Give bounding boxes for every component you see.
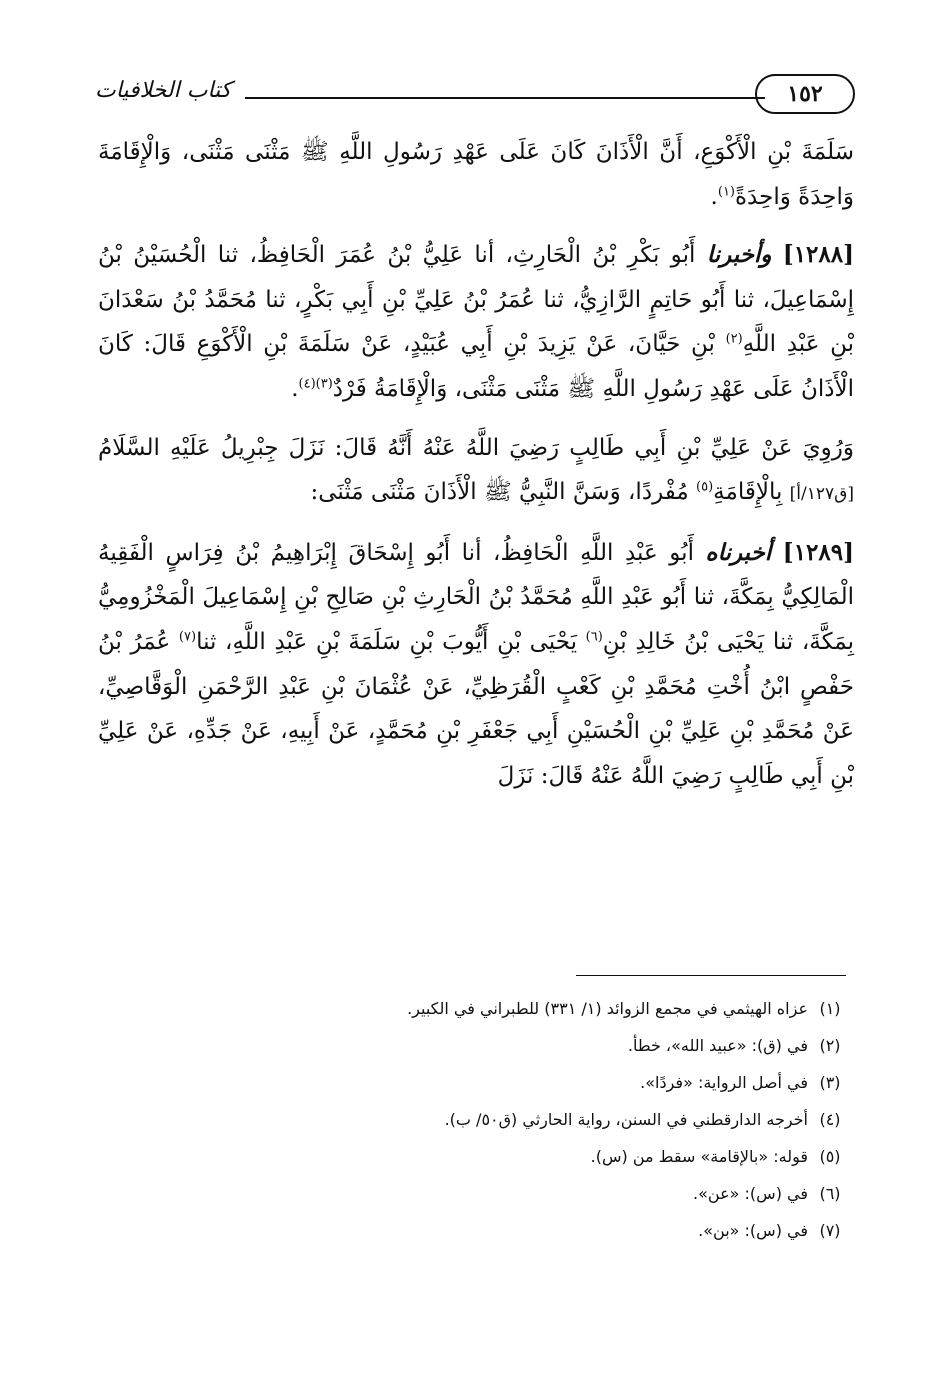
text-run: يَحْيَى بْنِ أَيُّوبَ بْنِ سَلَمَةَ بْنِ عَبْدِ اللَّهِ، ثنا (196, 628, 586, 655)
text-run: وَرُوِيَ عَنْ عَلِيِّ بْنِ أَبِي طَالِبٍ رَضِيَ اللَّهُ عَنْهُ أَنَّهُ قَالَ: نَزَلَ جِبْرِيلُ عَلَيْهِ السَّلَامُ (98, 434, 854, 461)
hadith-lead: وأخبرنا (706, 241, 772, 269)
footnote-text: قوله: «بالإقامة» سقط من (س). (590, 1147, 808, 1166)
footnote-text: في (س): «بن». (698, 1221, 808, 1240)
footnote-separator (576, 975, 846, 976)
footnote-text: في (س): «عن». (693, 1184, 808, 1203)
text-run: سَلَمَةَ بْنِ الْأَكْوَعِ، أَنَّ الْأَذَانَ كَانَ عَلَى عَهْدِ رَسُولِ اللَّهِ ﷺ مَثْنَى مَثْنَى، وَالْإِقَامَةَ وَاحِدَةً وَاحِدَةً (98, 139, 854, 210)
book-title: كتاب الخلافيات (95, 78, 232, 103)
text-run: أَبُو بَكْرِ بْنُ الْحَارِثِ، أنا عَلِيُّ بْنُ عُمَرَ الْحَافِظُ، ثنا الْحُسَيْنُ بْنُ إِسْمَاعِيلَ، ثنا أَبُو حَاتِمٍ الرَّازِيُّ، ثنا عُمَرُ بْنُ عَلِيِّ بْنِ أَبِي بَكْرٍ، ثنا مُحَمَّدُ بْنُ سَعْدَانَ بْنِ عَبْدِ اللَّهِ (98, 242, 854, 358)
footnote (98, 1064, 852, 1101)
footnotes (98, 990, 852, 1249)
footnote-text: عزاه الهيثمي في مجمع الزوائد (١/ ٣٣١) للطبراني في الكبير. (407, 999, 808, 1018)
text-run: أَبُو عَبْدِ اللَّهِ الْحَافِظُ، أنا أَبُو إِسْحَاقَ إِبْرَاهِيمُ بْنُ فِرَاسٍ الْفَقِيهُ الْمَالِكِيُّ بِمَكَّةَ، ثنا أَبُو عَبْدِ اللَّهِ مُحَمَّدُ بْنُ الْحَارِثِ بْنِ صَالِحِ بْنِ إِسْمَاعِيلَ الْمَخْزُومِيُّ بِمَكَّةَ، ثنا يَحْيَى بْنُ خَالِدِ بْنِ (98, 539, 854, 655)
footnote-number: (٦) (819, 1184, 841, 1203)
folio-marker: [ق١٢٧/أ] (789, 484, 854, 505)
page-number: ١٥٢ (755, 74, 855, 114)
footnote-ref: (٧) (178, 629, 197, 645)
footnote-number: (٧) (819, 1221, 841, 1240)
hadith-1289 (98, 531, 854, 799)
footnote-number: (٢) (819, 1036, 841, 1055)
footnote-ref: (٤) (298, 376, 316, 392)
text-run: بْنِ حَيَّانَ، عَنْ يَزِيدَ بْنِ أَبِي عُبَيْدٍ، عَنْ سَلَمَةَ بْنِ الْأَكْوَعِ قَالَ: كَانَ الْأَذَانُ عَلَى عَهْدِ رَسُولِ اللَّهِ ﷺ مَثْنَى مَثْنَى، وَالْإِقَامَةُ فَرْدٌ (98, 331, 854, 402)
hadith-number: [١٢٨٨] (782, 241, 855, 269)
footnote (98, 1175, 852, 1212)
footnote-number: (٣) (819, 1073, 841, 1092)
footnote-text: في أصل الرواية: «فردًا». (640, 1073, 808, 1092)
footnote-number: (٤) (819, 1110, 841, 1129)
text-run: عُمَرُ بْنُ حَفْصٍ ابْنُ أُخْتِ مُحَمَّدِ بْنِ كَعْبٍ الْقُرَظِيِّ، عَنْ عُثْمَانَ بْنِ عَبْدِ الرَّحْمَنِ الْوَقَّاصِيِّ، عَنْ مُحَمَّدِ بْنِ عَلِيِّ بْنِ الْحُسَيْنِ أَبِي جَعْفَرِ بْنِ مُحَمَّدٍ، عَنْ أَبِيهِ، عَنْ جَدِّهِ، عَنْ عَلِيِّ بْنِ أَبِي طَالِبٍ رَضِيَ اللَّهُ عَنْهُ قَالَ: نَزَلَ (98, 628, 854, 789)
main-text (98, 130, 854, 798)
footnote-text: في (ق): «عبيد الله»، خطأ. (627, 1036, 808, 1055)
footnote (98, 1212, 852, 1249)
footnote-ref: (١) (717, 183, 735, 199)
paragraph-continuation (98, 130, 854, 219)
header-rule (245, 97, 765, 99)
footnote-ref: (٢) (725, 331, 743, 347)
text-run: بِالْإِقَامَةِ (713, 479, 790, 506)
footnote (98, 1101, 852, 1138)
text-run: . (710, 183, 718, 210)
footnote-text: أخرجه الدارقطني في السنن، رواية الحارثي (ق٥٠/ ب). (444, 1110, 808, 1129)
hadith-lead: أخبرناه (705, 538, 772, 566)
text-run: مُفْردًا، وَسَنَّ النَّبِيُّ ﷺ الْأَذَانَ مَثْنَى مَثْنَى: (310, 479, 697, 506)
riwaya-paragraph (98, 426, 854, 517)
footnote-ref: (٣) (315, 376, 333, 392)
footnote (98, 1027, 852, 1064)
footnote-ref: (٦) (585, 629, 603, 645)
footnote-ref: (٥) (696, 479, 714, 495)
page-header (95, 70, 855, 118)
footnote-number: (١) (819, 999, 841, 1018)
hadith-number: [١٢٨٩] (782, 538, 854, 566)
footnote (98, 1138, 852, 1175)
text-run: . (291, 375, 299, 402)
footnote-number: (٥) (819, 1147, 841, 1166)
footnote (98, 990, 852, 1027)
hadith-1288 (98, 233, 854, 411)
